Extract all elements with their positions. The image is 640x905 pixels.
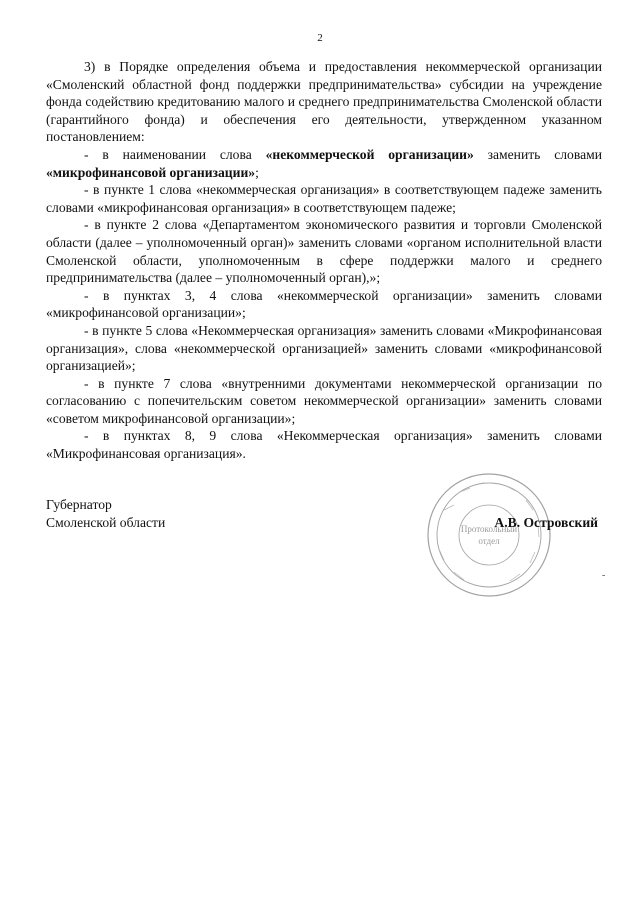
- signatory-name: А.В. Островский: [494, 515, 598, 530]
- bullet-points-8-9: - в пунктах 8, 9 слова «Некоммерческая организация» заменить словами «Микрофинансовая организация».: [46, 428, 602, 462]
- page-number: 2: [317, 32, 323, 44]
- bullet-1-bold-new: «микрофинансовой организации»: [46, 164, 256, 180]
- bullet-1-text-b: заменить словами: [473, 146, 602, 162]
- bullet-1-bold-old: «некоммерческой организации»: [265, 146, 474, 162]
- bullet-point-5: - в пункте 5 слова «Некоммерческая организация» заменить словами «Микрофинансовая организация», слова «некоммерческой организацией» заменить словами «микрофинансовой организацией»;: [46, 322, 602, 374]
- signatory-title-line-1: Губернатор: [46, 497, 112, 512]
- bullet-point-2: - в пункте 2 слова «Департаментом экономического развития и торговли Смоленской области (далее – уполномоченный орган)» заменить словами «органом исполнительной власти Смоленской области, уполномоченным в сфере поддержки малого и среднего предпринимательства (далее – уполномоченный орган),»;: [46, 217, 602, 286]
- stamp-text-line-1: Протокольный: [460, 524, 518, 534]
- margin-mark: -: [602, 570, 606, 581]
- bullet-name-change: [46, 146, 602, 181]
- item-3-intro: 3) в Порядке определения объема и предоставления некоммерческой организации «Смоленский областной фонд поддержки предпринимательства» субсидии на учреждение фонда содействию кредитованию малого и среднего предпринимательства Смоленской области (гарантийного фонда) и обеспечения его деятельности, утвержденном указанном постановлением:: [46, 59, 602, 145]
- bullet-point-1: - в пункте 1 слова «некоммерческая организация» в соответствующем падеже заменить словами «микрофинансовая организация» в соответствующем падеже;: [46, 182, 602, 215]
- bullet-1-text-a: - в наименовании слова: [84, 146, 266, 162]
- signature-block: [46, 496, 602, 532]
- stamp-text-line-2: отдел: [478, 536, 500, 546]
- bullet-points-3-4: - в пунктах 3, 4 слова «некоммерческой организации» заменить словами «микрофинансовой организации»;: [46, 287, 602, 321]
- bullet-point-7: - в пункте 7 слова «внутренними документами некоммерческой организации по согласованию с попечительским советом некоммерческой организации» заменить словами «советом микрофинансовой организации»;: [46, 375, 602, 426]
- official-stamp: [424, 470, 554, 600]
- bullet-1-text-c: ;: [255, 164, 259, 180]
- amendment-text: [46, 58, 602, 463]
- signatory-title-line-2: Смоленской области: [46, 515, 166, 530]
